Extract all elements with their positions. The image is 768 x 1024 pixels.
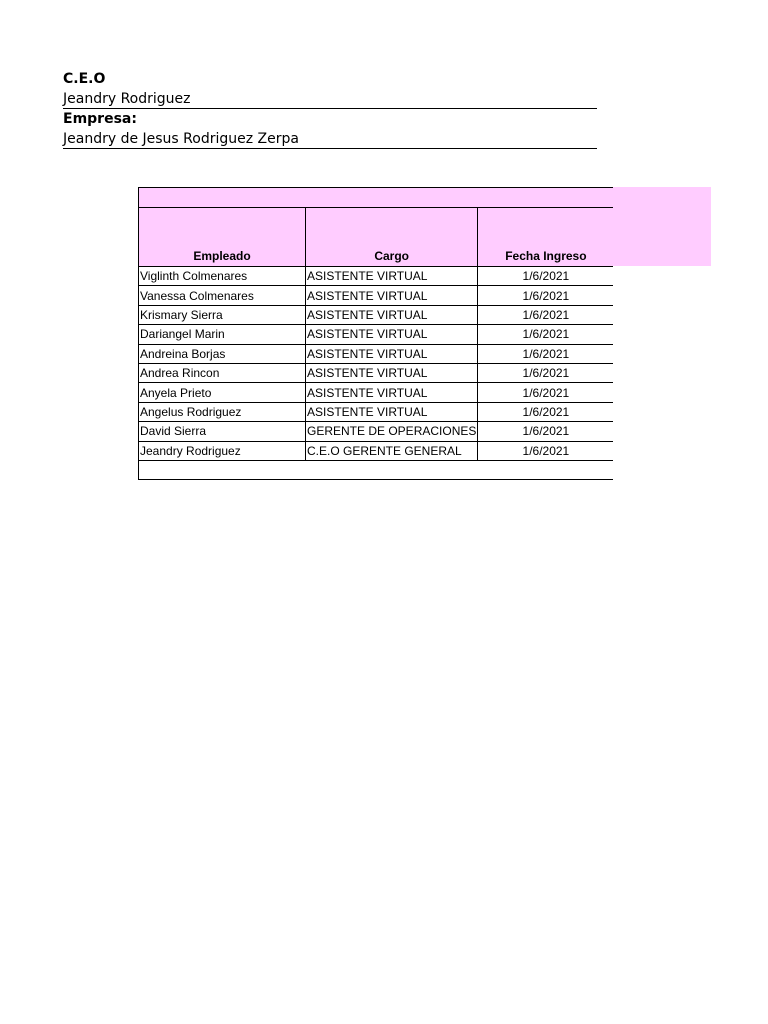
ceo-role-label: C.E.O — [63, 71, 106, 87]
cell-fecha-ingreso: 1/6/2021 — [478, 363, 614, 382]
column-header-cargo: Cargo — [306, 208, 478, 267]
table-row — [139, 441, 614, 460]
table-top-spacer-row — [139, 188, 614, 208]
cell-cargo: ASISTENTE VIRTUAL — [306, 383, 478, 402]
cell-empleado: Angelus Rodriguez — [139, 402, 306, 421]
table-bottom-empty-row — [139, 460, 614, 479]
company-name: Jeandry de Jesus Rodriguez Zerpa — [63, 129, 597, 149]
cell-cargo: C.E.O GERENTE GENERAL — [306, 441, 478, 460]
table-row — [139, 383, 614, 402]
cell-empleado: Viglinth Colmenares — [139, 267, 306, 286]
cell-fecha-ingreso: 1/6/2021 — [478, 383, 614, 402]
table-top-spacer-cell — [139, 188, 614, 208]
cell-empleado: Dariangel Marin — [139, 325, 306, 344]
cell-empleado: Jeandry Rodriguez — [139, 441, 306, 460]
table-row — [139, 267, 614, 286]
cell-fecha-ingreso: 1/6/2021 — [478, 402, 614, 421]
cell-cargo: ASISTENTE VIRTUAL — [306, 267, 478, 286]
cell-fecha-ingreso: 1/6/2021 — [478, 441, 614, 460]
table-row — [139, 402, 614, 421]
cell-fecha-ingreso: 1/6/2021 — [478, 422, 614, 441]
cell-fecha-ingreso: 1/6/2021 — [478, 344, 614, 363]
column-header-fecha-ingreso: Fecha Ingreso — [478, 208, 614, 267]
cell-cargo: GERENTE DE OPERACIONES — [306, 422, 478, 441]
table-bottom-empty-cell — [139, 460, 614, 479]
table-row — [139, 363, 614, 382]
cell-cargo: ASISTENTE VIRTUAL — [306, 325, 478, 344]
table-row — [139, 422, 614, 441]
employee-table — [138, 187, 613, 480]
cell-empleado: Andrea Rincon — [139, 363, 306, 382]
table-row — [139, 325, 614, 344]
cell-empleado: Andreina Borjas — [139, 344, 306, 363]
company-label: Empresa: — [63, 111, 137, 127]
cell-empleado: David Sierra — [139, 422, 306, 441]
document-header — [63, 69, 597, 149]
table-row — [139, 344, 614, 363]
cell-fecha-ingreso: 1/6/2021 — [478, 325, 614, 344]
cell-cargo: ASISTENTE VIRTUAL — [306, 305, 478, 324]
table-row — [139, 305, 614, 324]
cell-empleado: Vanessa Colmenares — [139, 286, 306, 305]
cell-fecha-ingreso: 1/6/2021 — [478, 305, 614, 324]
cell-cargo: ASISTENTE VIRTUAL — [306, 402, 478, 421]
cell-cargo: ASISTENTE VIRTUAL — [306, 344, 478, 363]
table-header-row — [139, 208, 614, 267]
column-header-empleado: Empleado — [139, 208, 306, 267]
cell-empleado: Anyela Prieto — [139, 383, 306, 402]
cell-fecha-ingreso: 1/6/2021 — [478, 267, 614, 286]
cell-fecha-ingreso: 1/6/2021 — [478, 286, 614, 305]
table-row — [139, 286, 614, 305]
cell-cargo: ASISTENTE VIRTUAL — [306, 363, 478, 382]
cell-empleado: Krismary Sierra — [139, 305, 306, 324]
cell-cargo: ASISTENTE VIRTUAL — [306, 286, 478, 305]
ceo-name: Jeandry Rodriguez — [63, 89, 597, 109]
